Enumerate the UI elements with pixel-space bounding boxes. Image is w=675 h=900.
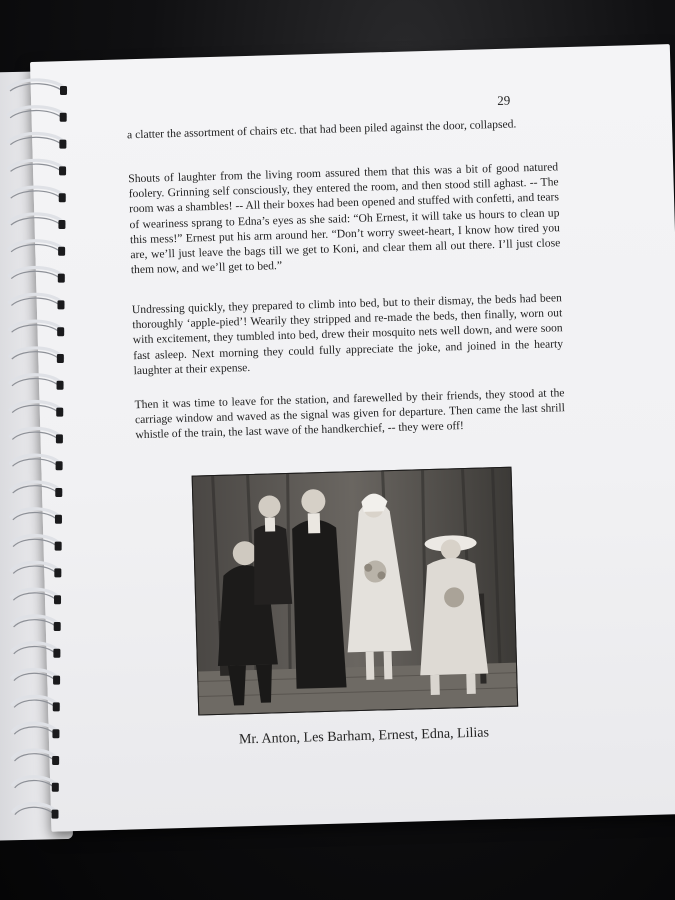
photo-caption: Mr. Anton, Les Barham, Ernest, Edna, Lilias [238,725,490,748]
spiral-coil [9,214,65,224]
paragraph-4: Then it was time to leave for the station, and farewelled by their friends, they stood at the carriage window and waved as the signal was given for departure. Then came the last shrill whistle of the train, the last wave of the handkerchief, -- they were off! [134,386,566,442]
spiral-coil-shadow [10,84,64,93]
spiral-coil-shadow [14,620,58,629]
binding-hole [58,247,65,256]
binding-hole [55,515,62,524]
wedding-photograph-image [193,468,518,715]
binding-hole [55,542,62,551]
binding-hole [57,354,64,363]
spiral-coil-shadow [14,646,58,655]
spiral-coil-shadow [14,727,56,736]
spiral-coil [8,134,65,144]
spiral-coil-shadow [14,673,57,682]
spiral-coil [10,375,63,385]
spiral-coil-shadow [13,459,60,468]
spiral-coil [9,241,64,251]
binding-hole [53,649,60,658]
binding-hole [56,408,63,417]
spiral-coil-shadow [13,539,59,548]
paragraph-2: Shouts of laughter from the living room assured them that this was a bit of good natured foolery. Grinning self consciously, they entered the room, and then stood still aghast. -- The room was a shambles! -- All their boxes had been opened and stuffed with confetti, and tears of weariness sprang to Edna’s eyes as she said: “Oh Ernest, it will take us hours to clean up this mess!” Ernest put his arm around her. “Don’t worry sweet-heart, I know how tired you are, we’ll just leave the bags till we get to Koni, and clear them all out there. I’ll just close them now, and we’ll get to bed.” [128,160,561,277]
binding-hole [57,327,64,336]
spiral-coil-shadow [12,432,60,441]
spiral-coil-shadow [11,218,63,227]
binding-hole [58,220,65,229]
spiral-coil-shadow [13,566,58,575]
binding-hole [53,676,60,685]
spiral-coil-shadow [14,700,57,709]
binding-hole [58,274,65,283]
binding-hole [52,756,59,765]
paragraph-1: a clatter the assortment of chairs etc. that had been piled against the door, collapsed. [126,117,517,142]
spiral-coil-shadow [12,405,60,414]
spiral-coil-shadow [11,298,61,307]
spiral-coil [9,294,63,304]
wedding-photograph [192,467,519,716]
spiral-coil-shadow [10,137,63,146]
spiral-coil-shadow [11,244,62,253]
spiral-coil-shadow [13,593,58,602]
spiral-coil [10,402,62,412]
binding-hole [54,568,61,577]
binding-hole [57,300,64,309]
spiral-coil [9,187,65,197]
spiral-coil-shadow [15,754,57,763]
binding-hole [53,702,60,711]
spiral-coil-shadow [15,807,56,816]
spiral-coil-shadow [12,352,61,361]
spiral-coil-shadow [11,164,64,173]
binding-hole [55,488,62,497]
spiral-coil [8,107,66,117]
binding-hole [51,810,58,819]
page-number: 29 [497,92,511,108]
spiral-coil [9,160,66,170]
spiral-coil-shadow [15,780,56,789]
binding-hole [56,434,63,443]
spiral-coil-shadow [12,325,62,334]
binding-hole [57,381,64,390]
spiral-coil [10,428,62,438]
binding-hole [60,86,67,95]
spiral-coil-shadow [13,486,60,495]
paragraph-3: Undressing quickly, they prepared to climb into bed, but to their dismay, the beds had been thoroughly ‘apple-pied’! Wearily they stripped and re-made the beds, then finally, worn out with excitement, they tumbled into bed, drew their mosquito nets well down, and were soon fast asleep. Next morning they could fully appreciate the joke, and joined in the hearty laughter at their expense. [131,291,564,378]
binding-hole [59,166,66,175]
spiral-binding [0,70,90,840]
spiral-coil-shadow [11,271,62,280]
binding-hole [54,622,61,631]
spiral-coil-shadow [13,512,59,521]
binding-hole [52,783,59,792]
binding-hole [52,729,59,738]
book-page [30,44,675,832]
spiral-coil [10,348,63,358]
binding-hole [59,140,66,149]
binding-hole [59,193,66,202]
spiral-coil-shadow [12,378,61,387]
binding-hole [56,461,63,470]
spiral-coil [8,80,66,90]
spiral-coil [10,321,64,331]
binding-hole [54,595,61,604]
spiral-coil-shadow [10,110,64,119]
spiral-coil-shadow [11,191,63,200]
spiral-coil [9,268,64,278]
binding-hole [60,113,67,122]
